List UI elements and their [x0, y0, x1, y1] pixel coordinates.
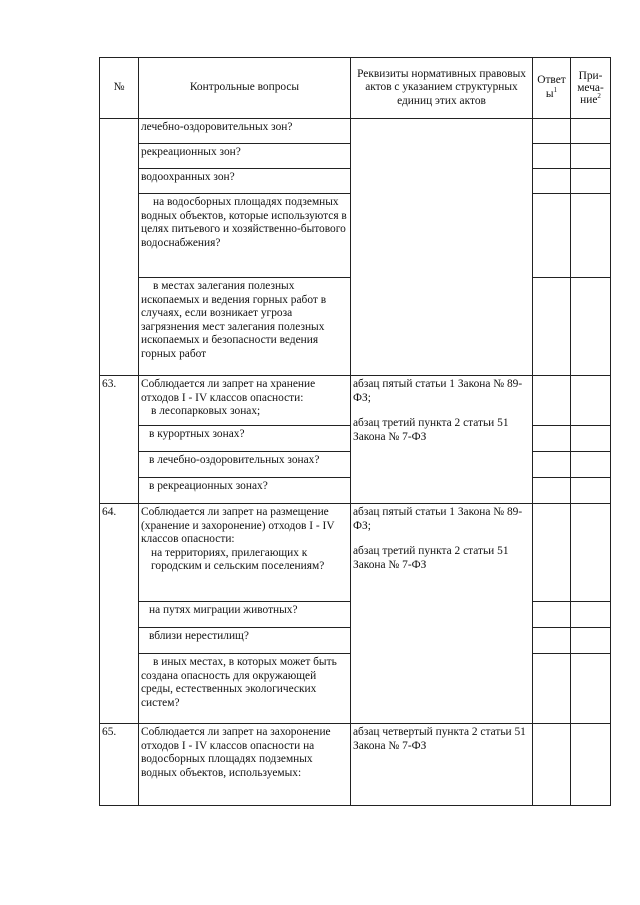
header-note: [571, 58, 611, 119]
table-row-64: [100, 504, 611, 602]
answer-cell[interactable]: [533, 169, 571, 194]
table-row: [100, 119, 611, 144]
answer-cell[interactable]: [533, 504, 571, 602]
row-number: 64.: [100, 504, 139, 724]
note-cell[interactable]: [571, 144, 611, 169]
question-cell: [139, 376, 351, 426]
requisite-item: абзац третий пункта 2 статьи 51 Закона № 7-ФЗ: [353, 545, 509, 571]
table-row-63: [100, 376, 611, 426]
question-cell: [139, 504, 351, 602]
header-answer: [533, 58, 571, 119]
row-number: 63.: [100, 376, 139, 504]
answer-cell[interactable]: [533, 628, 571, 654]
answer-cell[interactable]: [533, 654, 571, 724]
answer-cell[interactable]: [533, 452, 571, 478]
requisite-item: абзац третий пункта 2 статьи 51 Закона № 7-ФЗ: [353, 417, 509, 443]
note-cell[interactable]: [571, 628, 611, 654]
question-cell: в иных местах, в которых может быть создана опасность для окружающей среды, естественных экологических систем?: [139, 654, 351, 724]
note-cell[interactable]: [571, 602, 611, 628]
question-cell: на водосборных площадях подземных водных объектов, которые используются в целях питьевого и хозяйственно-бытового водоснабжения?: [139, 194, 351, 278]
header-requisites: Реквизиты нормативных правовых актов с указанием структурных единиц этих актов: [351, 58, 533, 119]
answer-cell[interactable]: [533, 376, 571, 426]
note-cell[interactable]: [571, 278, 611, 376]
question-sub: в лесопарковых зонах;: [151, 405, 261, 418]
requisites-cell: [351, 376, 533, 504]
question-cell: на путях миграции животных?: [139, 602, 351, 628]
requisite-item: абзац пятый статьи 1 Закона № 89-ФЗ;: [353, 378, 523, 404]
header-note-footnote: 2: [597, 92, 601, 101]
header-note-label: При-меча-ние: [577, 70, 604, 106]
question-cell: рекреационных зон?: [139, 144, 351, 169]
header-question: Контрольные вопросы: [139, 58, 351, 119]
answer-cell[interactable]: [533, 144, 571, 169]
answer-cell[interactable]: [533, 194, 571, 278]
question-cell: водоохранных зон?: [139, 169, 351, 194]
question-cell: Соблюдается ли запрет на захоронение отходов I - IV классов опасности на водосборных площадях подземных водных объектов, используемых:: [139, 724, 351, 806]
header-answer-label: Ответ: [537, 74, 566, 87]
answer-cell[interactable]: [533, 724, 571, 806]
header-answer-footnote: 1: [553, 86, 558, 95]
header-num: №: [100, 58, 139, 119]
question-sub: на территориях, прилегающих к городским и сельским поселениям?: [151, 546, 325, 573]
answer-cell[interactable]: [533, 278, 571, 376]
note-cell[interactable]: [571, 654, 611, 724]
table-header-row: [100, 58, 611, 119]
note-cell[interactable]: [571, 194, 611, 278]
requisites-cell: [351, 724, 533, 806]
question-cell: вблизи нерестилищ?: [139, 628, 351, 654]
note-cell[interactable]: [571, 169, 611, 194]
answer-cell[interactable]: [533, 119, 571, 144]
note-cell[interactable]: [571, 724, 611, 806]
answer-cell[interactable]: [533, 602, 571, 628]
note-cell[interactable]: [571, 426, 611, 452]
requisites-cell-empty: [351, 119, 533, 376]
answer-cell[interactable]: [533, 426, 571, 452]
row-num-empty: [100, 119, 139, 376]
question-cell: в лечебно-оздоровительных зонах?: [139, 452, 351, 478]
question-cell: лечебно-оздоровительных зон?: [139, 119, 351, 144]
question-cell: в курортных зонах?: [139, 426, 351, 452]
note-cell[interactable]: [571, 504, 611, 602]
requisites-cell: [351, 504, 533, 724]
requisite-item: абзац пятый статьи 1 Закона № 89-ФЗ;: [353, 506, 523, 532]
question-cell: в местах залегания полезных ископаемых и ведения горных работ в случаях, если возникает угроза загрязнения мест залегания полезных ископаемых и безопасности ведения горных работ: [139, 278, 351, 376]
requirements-table: [99, 57, 611, 806]
answer-cell[interactable]: [533, 478, 571, 504]
row-number: 65.: [100, 724, 139, 806]
note-cell[interactable]: [571, 376, 611, 426]
question-cell: в рекреационных зонах?: [139, 478, 351, 504]
note-cell[interactable]: [571, 119, 611, 144]
question-lead: Соблюдается ли запрет на размещение (хранение и захоронение) отходов I - IV классов опасности:: [141, 506, 335, 546]
note-cell[interactable]: [571, 478, 611, 504]
note-cell[interactable]: [571, 452, 611, 478]
table-row-65: [100, 724, 611, 806]
requisite-item: абзац четвертый пункта 2 статьи 51 Закона № 7-ФЗ: [353, 726, 526, 752]
header-answer-suffix: ы: [545, 88, 554, 100]
question-lead: Соблюдается ли запрет на хранение отходов I - IV классов опасности:: [141, 378, 316, 404]
